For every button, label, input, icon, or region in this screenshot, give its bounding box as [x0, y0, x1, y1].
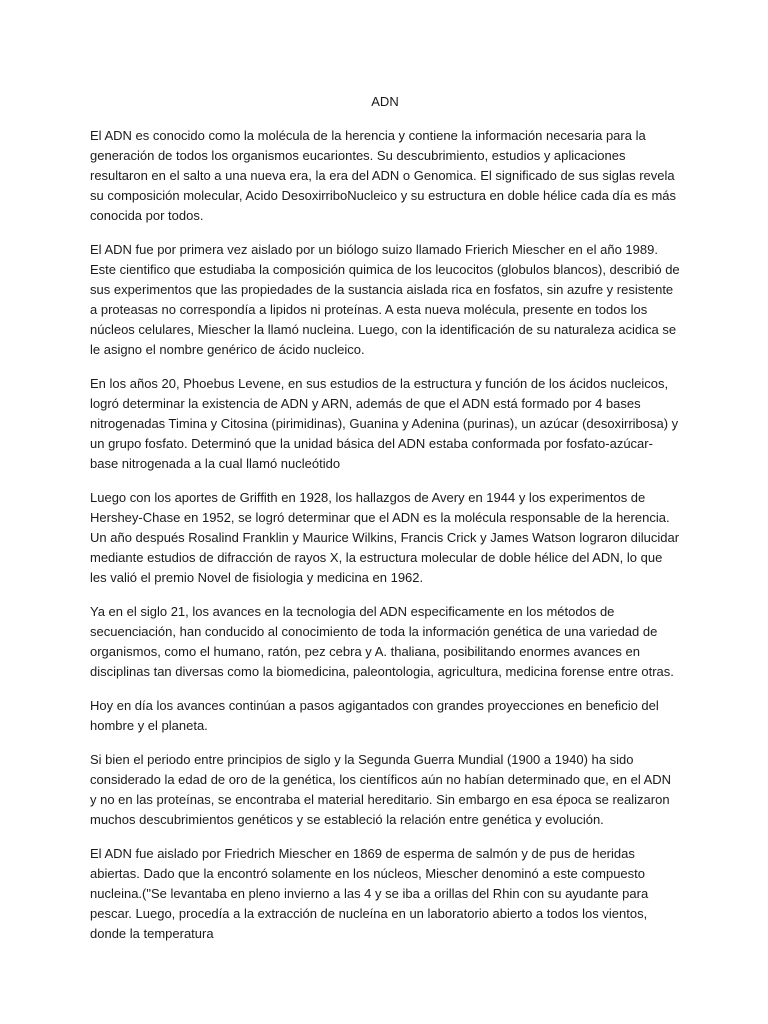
paragraph-6: Hoy en día los avances continúan a pasos agigantados con grandes proyecciones en beneficio del hombre y el planeta.: [90, 698, 659, 733]
paragraph-7: Si bien el periodo entre principios de siglo y la Segunda Guerra Mundial (1900 a 1940) ha sido considerado la edad de oro de la genética, los científicos aún no habían determinado que, en el ADN y no en las proteínas, se encontraba el material hereditario. Sin embargo en esa época se realizaron muchos descubrimientos genéticos y se estableció la relación entre genética y evolución.: [90, 752, 672, 827]
paragraph-2: El ADN fue por primera vez aislado por un biólogo suizo llamado Frierich Miescher en el año 1989. Este cientifico que estudiaba la composición quimica de los leucocitos (globulos blancos), describió de sus experimentos que las propiedades de la sustancia aislada rica en fosfatos, sin azufre y resistente a proteasas no correspondía a lipidos ni proteínas. A esta nueva molécula, presente en todos los núcleos celulares, Miescher la llamó nucleina. Luego, con la identificación de su naturaleza acidica se le asigno el nombre genérico de ácido nucleico.: [90, 242, 680, 357]
document-page: [90, 92, 680, 958]
paragraph-5: Ya en el siglo 21, los avances en la tecnologia del ADN especificamente en los métodos de secuenciación, han conducido al conocimiento de toda la información genética de una variedad de organismos, como el humano, ratón, pez cebra y A. thaliana, posibilitando enormes avances en disciplinas tan diversas como la biomedicina, paleontologia, agricultura, medicina forense entre otras.: [90, 604, 674, 679]
paragraph-4: Luego con los aportes de Griffith en 1928, los hallazgos de Avery en 1944 y los experimentos de Hershey-Chase en 1952, se logró determinar que el ADN es la molécula responsable de la herencia. Un año después Rosalind Franklin y Maurice Wilkins, Francis Crick y James Watson lograron dilucidar mediante estudios de difracción de rayos X, la estructura molecular de doble hélice del ADN, lo que les valió el premio Novel de fisiologia y medicina en 1962.: [90, 490, 680, 585]
paragraph-1: El ADN es conocido como la molécula de la herencia y contiene la información necesaria para la generación de todos los organismos eucariontes. Su descubrimiento, estudios y aplicaciones resultaron en el salto a una nueva era, la era del ADN o Genomica. El significado de sus siglas revela su composición molecular, Acido DesoxirriboNucleico y su estructura en doble hélice cada día es más conocida por todos.: [90, 128, 677, 223]
document-title: ADN: [371, 94, 399, 109]
paragraph-3: En los años 20, Phoebus Levene, en sus estudios de la estructura y función de los ácidos nucleicos, logró determinar la existencia de ADN y ARN, además de que el ADN está formado por 4 bases nitrogenadas Timina y Citosina (pirimidinas), Guanina y Adenina (purinas), un azúcar (desoxirribosa) y un grupo fosfato. Determinó que la unidad básica del ADN estaba conformada por fosfato-azúcar-base nitrogenada a la cual llamó nucleótido: [90, 376, 679, 471]
paragraph-8: El ADN fue aislado por Friedrich Miescher en 1869 de esperma de salmón y de pus de heridas abiertas. Dado que la encontró solamente en los núcleos, Miescher denominó a este compuesto nucleina.("Se levantaba en pleno invierno a las 4 y se iba a orillas del Rhin con su ayudante para pescar. Luego, procedía a la extracción de nucleína en un laboratorio abierto a todos los vientos, donde la temperatura: [90, 846, 649, 941]
